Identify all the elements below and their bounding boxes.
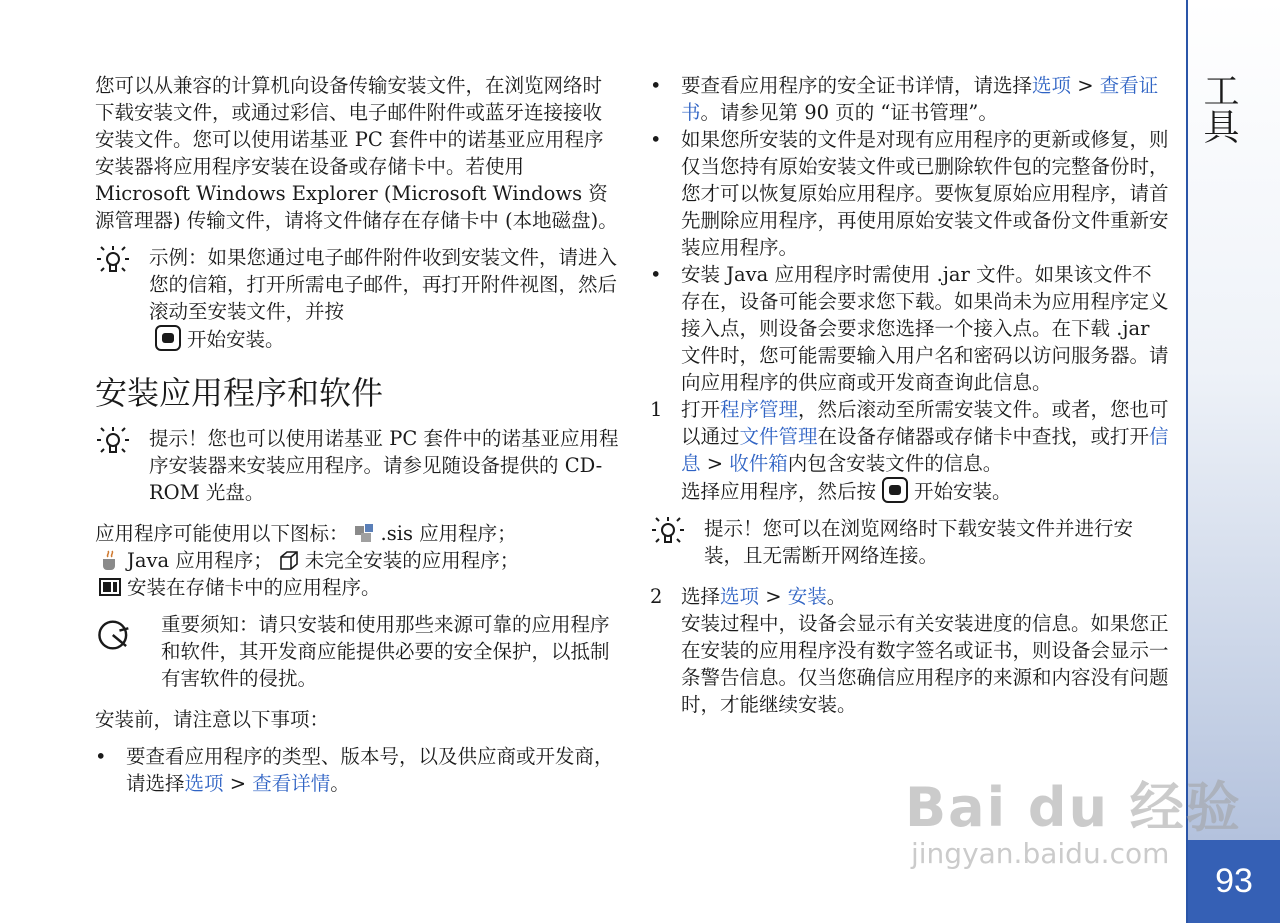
step-text: 打开 <box>681 398 721 421</box>
step-number: 1 <box>650 398 663 421</box>
example-note <box>95 244 620 353</box>
important-hand-icon <box>95 615 135 655</box>
lightbulb-icon <box>95 244 131 280</box>
step-text: ，然后滚动至所需安装文件。或者，您也可以通过 <box>681 398 1169 448</box>
list-item <box>95 743 620 797</box>
step-text: 开始安装。 <box>914 480 1012 503</box>
before-install: 安装前，请注意以下事项： <box>95 708 330 731</box>
step-number: 2 <box>650 585 663 608</box>
list-item <box>650 72 1170 126</box>
menu-separator: > <box>759 585 788 608</box>
step-text: 选择应用程序，然后按 <box>681 480 877 503</box>
select-key-icon <box>882 477 908 503</box>
icon-sis-text: .sis 应用程序； <box>380 522 517 545</box>
bullet-end: 。 <box>330 772 350 795</box>
file-manager-link[interactable]: 文件管理 <box>739 425 818 448</box>
icon-partial-text: 未完全安装的应用程序； <box>304 549 520 572</box>
options-link[interactable]: 选项 <box>720 585 760 608</box>
icon-card-text: 安装在存储卡中的应用程序。 <box>127 576 381 599</box>
list-item <box>650 261 1170 396</box>
select-key-icon <box>155 325 181 351</box>
inbox-link[interactable]: 收件箱 <box>729 452 788 475</box>
install-link[interactable]: 安装 <box>787 585 827 608</box>
lightbulb-icon <box>650 515 686 551</box>
example-label: 示例： <box>149 246 208 269</box>
bullet-text: 如果您所安装的文件是对现有应用程序的更新或修复，则仅当您持有原始安装文件或已删除软件包的完整备份时，您才可以恢复原始应用程序。要恢复原始应用程序，请首先删除应用程序，再使用原始安装文件或备份文件重新安装应用程序。 <box>681 128 1169 259</box>
view-certificate-link[interactable]: 查看证书 <box>681 74 1159 124</box>
icon-java-text: Java 应用程序； <box>127 549 273 572</box>
intro-paragraph: 您可以从兼容的计算机向设备传输安装文件，在浏览网络时下载安装文件，或通过彩信、电子邮件附件或蓝牙连接接收安装文件。您可以使用诺基亚 PC 套件中的诺基亚应用程序安装器将应用程序安装在设备或存储卡中。若使用 Microsoft Windows Explorer (Microsoft Windows 资源管理器) 传输文件，请将文件储存在存储卡中 (本地磁盘)。 <box>95 74 618 232</box>
tip-text: 您可以在浏览网络时下载安装文件并进行安装，且无需断开网络连接。 <box>704 517 1134 567</box>
menu-separator: > <box>700 452 730 475</box>
app-manager-link[interactable]: 程序管理 <box>720 398 799 421</box>
view-details-link[interactable]: 查看详情 <box>252 772 331 795</box>
tip-text: 您也可以使用诺基亚 PC 套件中的诺基亚应用程序安装器来安装应用程序。请参见随设备提供的 CD-ROM 光盘。 <box>149 427 619 504</box>
menu-separator: > <box>223 772 253 795</box>
bullet-text: 要查看应用程序的安全证书详情，请选择 <box>681 74 1033 97</box>
tip-label: 提示！ <box>149 427 208 450</box>
partial-install-icon <box>277 549 301 571</box>
java-app-icon <box>99 549 123 571</box>
list-item <box>650 126 1170 261</box>
options-link[interactable]: 选项 <box>1032 74 1072 97</box>
watermark-logo: Bai du 经验 <box>905 776 1242 839</box>
lightbulb-icon <box>95 425 131 461</box>
bullet-dot: • <box>650 263 662 286</box>
bullet-text: 安装 Java 应用程序时需使用 .jar 文件。如果该文件不存在，设备可能会要求您下载。如果尚未为应用程序定义接入点，则设备会要求您选择一个接入点。在下载 .jar 文件时，您可能需要输入用户名和密码以访问服务器。请向应用程序的供应商或开发商查询此信息。 <box>681 263 1169 394</box>
icons-paragraph <box>95 520 620 601</box>
messaging-link[interactable]: 信息 <box>681 425 1169 475</box>
baidu-watermark <box>905 765 1242 870</box>
important-label: 重要须知： <box>161 613 259 636</box>
step-1 <box>650 396 1170 505</box>
tip-label: 提示！ <box>704 517 763 540</box>
menu-separator: > <box>1071 74 1100 97</box>
tip-note <box>95 425 620 506</box>
memory-card-icon <box>99 576 123 598</box>
icons-intro: 应用程序可能使用以下图标： <box>95 522 349 545</box>
bullet-dot: • <box>650 128 662 151</box>
section-heading: 安装应用程序和软件 <box>95 374 384 412</box>
step-text: 内包含安装文件的信息。 <box>787 452 1003 475</box>
bullet-dot: • <box>650 74 662 97</box>
chapter-title: 工具 <box>1198 72 1239 144</box>
right-column <box>650 72 1170 718</box>
important-text: 请只安装和使用那些来源可靠的应用程序和软件，其开发商应能提供必要的安全保护，以抵制有害软件的侵扰。 <box>161 613 610 690</box>
important-note <box>95 611 620 692</box>
step-text: 。 <box>826 585 847 608</box>
example-text: 如果您通过电子邮件附件收到安装文件，请进入您的信箱，打开所需电子邮件，再打开附件视图，然后滚动至安装文件，并按 <box>149 246 618 323</box>
step-2 <box>650 583 1170 718</box>
example-end: 开始安装。 <box>187 328 285 351</box>
step-text: 在设备存储器或存储卡中查找，或打开 <box>817 425 1150 448</box>
watermark-url: jingyan.baidu.com <box>911 837 1170 870</box>
bullet-end: 。请参见第 90 页的 “证书管理”。 <box>700 101 998 124</box>
bullet-dot: • <box>95 745 107 768</box>
tip-note <box>650 515 1170 569</box>
options-link[interactable]: 选项 <box>184 772 224 795</box>
page-number: 93 <box>1188 840 1280 923</box>
sis-app-icon <box>353 522 377 544</box>
left-column <box>95 72 620 797</box>
step-text: 选择 <box>681 585 721 608</box>
bullet-text: 要查看应用程序的类型、版本号，以及供应商或开发商，请选择 <box>126 745 614 795</box>
step-text: 安装过程中，设备会显示有关安装进度的信息。如果您正在安装的应用程序没有数字签名或证书，则设备会显示一条警告信息。仅当您确信应用程序的来源和内容没有问题时，才能继续安装。 <box>681 612 1169 716</box>
